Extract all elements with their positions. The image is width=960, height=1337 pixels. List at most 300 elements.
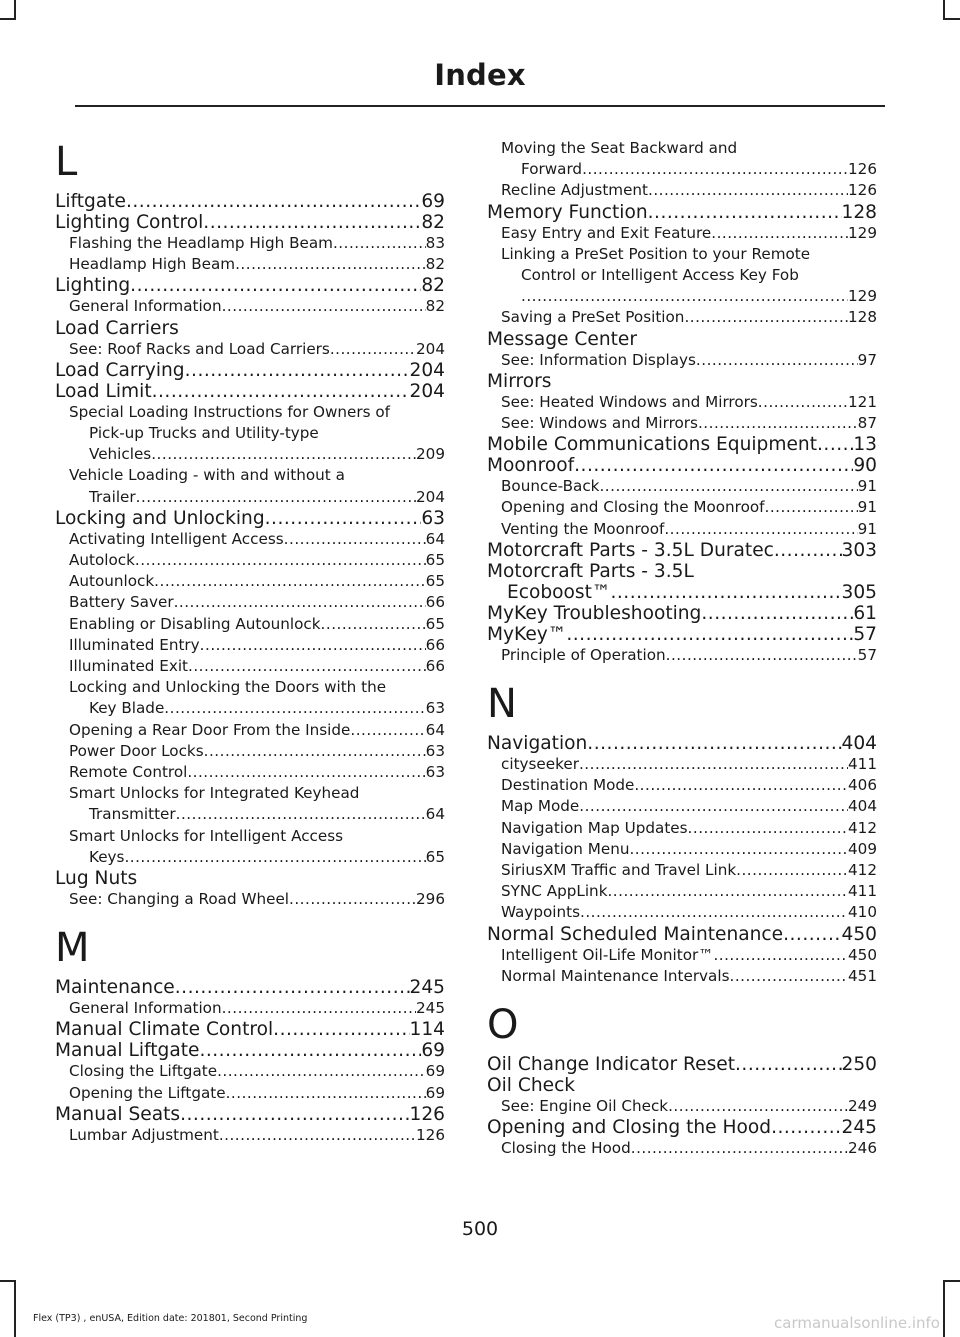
page-ref: 121 bbox=[848, 392, 877, 411]
index-subentry bbox=[487, 350, 877, 371]
entry-text: Illuminated Entry bbox=[69, 635, 200, 654]
index-entry bbox=[55, 977, 445, 998]
index-entry bbox=[487, 329, 877, 350]
dot-leader bbox=[579, 754, 848, 775]
dot-leader bbox=[136, 487, 416, 508]
dot-leader bbox=[289, 889, 416, 910]
page-ref: 204 bbox=[409, 380, 445, 402]
dot-leader bbox=[151, 444, 416, 465]
entry-text: Motorcraft Parts - 3.5L Duratec bbox=[487, 539, 774, 561]
dot-leader bbox=[187, 762, 425, 783]
entry-text: Navigation Map Updates bbox=[501, 818, 688, 837]
index-subentry bbox=[55, 1083, 445, 1104]
page-ref: 82 bbox=[421, 212, 445, 233]
dot-leader bbox=[521, 286, 848, 307]
page-ref: 451 bbox=[848, 966, 877, 985]
page-ref: 245 bbox=[416, 999, 445, 1018]
index-subentry bbox=[487, 645, 877, 666]
index-subentry bbox=[55, 656, 445, 677]
index-entry bbox=[487, 1075, 877, 1096]
page-number: 500 bbox=[461, 1218, 499, 1240]
entry-text: MyKey™ bbox=[487, 623, 567, 645]
entry-text: Normal Maintenance Intervals bbox=[501, 966, 730, 985]
page-ref: 410 bbox=[848, 903, 877, 922]
dot-leader bbox=[126, 191, 421, 212]
dot-leader bbox=[580, 902, 848, 923]
entry-text: Trailer bbox=[89, 487, 136, 506]
page-ref: 411 bbox=[848, 882, 877, 901]
entry-text: Liftgate bbox=[55, 191, 126, 212]
dot-leader bbox=[631, 1138, 848, 1159]
page-ref: 65 bbox=[425, 572, 445, 591]
index-entry bbox=[55, 508, 445, 529]
index-subentry bbox=[487, 796, 877, 817]
dot-leader bbox=[610, 582, 841, 603]
index-subentry bbox=[487, 223, 877, 244]
entry-text: Ecoboost™ bbox=[507, 581, 611, 603]
dot-leader bbox=[758, 392, 848, 413]
entry-text: Closing the Liftgate bbox=[69, 1062, 218, 1081]
entry-text: Principle of Operation bbox=[501, 645, 666, 664]
page-ref: 69 bbox=[421, 1040, 445, 1062]
dot-leader bbox=[265, 508, 422, 529]
crop-mark bbox=[0, 1280, 16, 1282]
index-subentry bbox=[55, 592, 445, 613]
entry-text: Opening and Closing the Moonroof bbox=[501, 498, 765, 517]
entry-text: Lighting bbox=[55, 275, 131, 297]
section-letter: N bbox=[487, 681, 517, 728]
entry-text: Opening the Liftgate bbox=[69, 1083, 226, 1102]
page-ref: 91 bbox=[857, 498, 877, 517]
entry-text: Mobile Communications Equipment bbox=[487, 434, 817, 456]
index-subentry bbox=[487, 945, 877, 966]
page-ref: 69 bbox=[425, 1083, 445, 1102]
entry-text: Memory Function bbox=[487, 201, 648, 223]
page-ref: 450 bbox=[841, 923, 877, 945]
entry-text: Vehicles bbox=[89, 445, 152, 464]
dot-leader bbox=[607, 881, 848, 902]
dot-leader bbox=[711, 223, 848, 244]
entry-text: Map Mode bbox=[501, 797, 580, 816]
index-subentry bbox=[55, 487, 445, 508]
entry-text: Headlamp High Beam bbox=[69, 255, 236, 274]
dot-leader bbox=[130, 275, 421, 296]
index-subentry bbox=[487, 1096, 877, 1117]
index-entry bbox=[55, 1104, 445, 1125]
index-subentry bbox=[487, 476, 877, 497]
page-ref: 64 bbox=[425, 529, 445, 548]
subentry-line: Linking a PreSet Position to your Remote bbox=[501, 244, 811, 263]
page-ref: 128 bbox=[848, 308, 877, 327]
section-letter: L bbox=[55, 139, 78, 185]
index-entry bbox=[487, 582, 877, 603]
index-column-left bbox=[55, 138, 445, 1146]
dot-leader bbox=[774, 540, 842, 561]
entry-text: See: Roof Racks and Load Carriers bbox=[69, 339, 330, 358]
page-ref: 64 bbox=[425, 805, 445, 824]
index-entry bbox=[55, 275, 445, 296]
page-ref: 303 bbox=[841, 539, 877, 561]
page-ref: 128 bbox=[841, 201, 877, 223]
entry-text: Intelligent Oil-Life Monitor™ bbox=[501, 945, 714, 964]
dot-leader bbox=[180, 1104, 409, 1125]
page-ref: 69 bbox=[421, 191, 445, 212]
entry-text: Maintenance bbox=[55, 977, 175, 999]
dot-leader bbox=[599, 476, 857, 497]
entry-text: Opening and Closing the Hood bbox=[487, 1117, 772, 1139]
entry-text: Navigation bbox=[487, 733, 588, 755]
entry-text: Remote Control bbox=[69, 763, 188, 782]
crop-mark bbox=[943, 18, 960, 20]
dot-leader bbox=[333, 233, 426, 254]
subentry-line: Smart Unlocks for Intelligent Access bbox=[69, 826, 344, 845]
entry-text: Waypoints bbox=[501, 903, 580, 922]
dot-leader bbox=[783, 924, 841, 945]
entry-text: Power Door Locks bbox=[69, 741, 204, 760]
dot-leader bbox=[582, 159, 848, 180]
index-entry bbox=[487, 1054, 877, 1075]
entry-text: Lighting Control bbox=[55, 212, 204, 233]
dot-leader bbox=[574, 455, 853, 476]
index-entry bbox=[55, 318, 445, 339]
index-entry bbox=[487, 624, 877, 645]
index-subentry bbox=[487, 902, 877, 923]
index-subentry bbox=[55, 720, 445, 741]
entry-text: See: Changing a Road Wheel bbox=[69, 890, 290, 909]
dot-leader bbox=[566, 624, 853, 645]
index-entry bbox=[55, 381, 445, 402]
dot-leader bbox=[164, 698, 425, 719]
footer-edition-text: Flex (TP3) , enUSA, Edition date: 201801, Second Printing bbox=[33, 1313, 308, 1324]
dot-leader bbox=[124, 847, 425, 868]
entry-text: Saving a PreSet Position bbox=[501, 308, 685, 327]
page-title: Index bbox=[434, 58, 526, 92]
index-entry bbox=[55, 191, 445, 212]
page-ref: 406 bbox=[848, 776, 877, 795]
page-ref: 64 bbox=[425, 720, 445, 739]
page-ref: 63 bbox=[425, 763, 445, 782]
page-ref: 126 bbox=[848, 181, 877, 200]
page-ref: 245 bbox=[409, 977, 445, 999]
entry-text: Normal Scheduled Maintenance bbox=[487, 923, 784, 945]
entry-text: Oil Change Indicator Reset bbox=[487, 1054, 735, 1076]
index-entry bbox=[55, 1019, 445, 1040]
page-ref: 63 bbox=[425, 741, 445, 760]
dot-leader bbox=[648, 180, 848, 201]
index-subentry bbox=[55, 296, 445, 317]
page-ref: 412 bbox=[848, 861, 877, 880]
index-entry bbox=[487, 1117, 877, 1138]
dot-leader bbox=[235, 254, 426, 275]
entry-text: Bounce-Back bbox=[501, 477, 600, 496]
index-subentry bbox=[55, 614, 445, 635]
crop-mark bbox=[0, 18, 16, 20]
index-subentry bbox=[55, 889, 445, 910]
index-subentry bbox=[487, 180, 877, 201]
index-subentry bbox=[487, 775, 877, 796]
index-subentry bbox=[55, 635, 445, 656]
dot-leader bbox=[199, 1040, 421, 1061]
dot-leader bbox=[176, 804, 426, 825]
page-ref: 66 bbox=[425, 635, 445, 654]
entry-text: Autolock bbox=[69, 551, 135, 570]
entry-text: Recline Adjustment bbox=[501, 181, 648, 200]
entry-text: Opening a Rear Door From the Inside bbox=[69, 720, 351, 739]
dot-leader bbox=[185, 360, 410, 381]
subentry-line: Pick-up Trucks and Utility-type bbox=[89, 424, 319, 443]
entry-text: See: Heated Windows and Mirrors bbox=[501, 392, 758, 411]
page-ref: 87 bbox=[857, 414, 877, 433]
entry-text: Manual Seats bbox=[55, 1103, 181, 1125]
index-subentry bbox=[55, 529, 445, 550]
header-rule bbox=[75, 105, 885, 107]
entry-text: Locking and Unlocking bbox=[55, 507, 265, 529]
index-subentry bbox=[55, 804, 445, 825]
dot-leader bbox=[152, 381, 410, 402]
page-ref: 90 bbox=[853, 455, 877, 477]
dot-leader bbox=[200, 635, 426, 656]
index-subentry bbox=[55, 571, 445, 592]
index-subentry bbox=[55, 1061, 445, 1082]
subentry-line: Moving the Seat Backward and bbox=[501, 139, 738, 157]
entry-text: Moonroof bbox=[487, 455, 575, 477]
dot-leader bbox=[696, 350, 858, 371]
subentry-line: Locking and Unlocking the Doors with the bbox=[69, 678, 387, 697]
entry-text: Message Center bbox=[487, 328, 637, 350]
entry-text: Navigation Menu bbox=[501, 839, 630, 858]
page-ref: 66 bbox=[425, 657, 445, 676]
page-ref: 69 bbox=[425, 1062, 445, 1081]
dot-leader bbox=[730, 966, 849, 987]
entry-text: See: Engine Oil Check bbox=[501, 1097, 669, 1116]
index-subentry bbox=[55, 698, 445, 719]
page-ref: 411 bbox=[848, 755, 877, 774]
entry-text: Flashing the Headlamp High Beam bbox=[69, 234, 333, 252]
page-ref: 129 bbox=[848, 223, 877, 242]
page-ref: 57 bbox=[853, 623, 877, 645]
dot-leader bbox=[817, 434, 853, 455]
entry-text: cityseeker bbox=[501, 755, 579, 774]
index-entry bbox=[487, 371, 877, 392]
dot-leader bbox=[713, 945, 848, 966]
entry-text: SiriusXM Traffic and Travel Link bbox=[501, 861, 737, 880]
entry-text: Key Blade bbox=[89, 699, 165, 718]
index-entry bbox=[487, 733, 877, 754]
index-entry bbox=[487, 540, 877, 561]
page-ref: 114 bbox=[409, 1019, 445, 1041]
page-ref: 83 bbox=[425, 234, 445, 252]
entry-text: General Information bbox=[69, 999, 222, 1018]
dot-leader bbox=[668, 1096, 848, 1117]
crop-mark bbox=[14, 1280, 16, 1337]
dot-leader bbox=[203, 212, 421, 233]
index-subentry bbox=[487, 413, 877, 434]
page-ref: 246 bbox=[848, 1139, 877, 1158]
page-ref: 66 bbox=[425, 593, 445, 612]
entry-text: Venting the Moonroof bbox=[501, 519, 665, 538]
page-ref: 65 bbox=[425, 847, 445, 866]
entry-text: Activating Intelligent Access bbox=[69, 529, 284, 548]
dot-leader bbox=[154, 571, 426, 592]
page-ref: 97 bbox=[857, 350, 877, 369]
entry-text: Manual Liftgate bbox=[55, 1040, 200, 1062]
watermark: carmanualsonline.info bbox=[774, 1314, 940, 1332]
dot-leader bbox=[736, 860, 848, 881]
index-subentry bbox=[487, 860, 877, 881]
dot-leader bbox=[188, 656, 426, 677]
section-letter: M bbox=[55, 925, 90, 972]
dot-leader bbox=[634, 775, 848, 796]
entry-text: General Information bbox=[69, 297, 222, 316]
entry-text: Forward bbox=[521, 160, 583, 179]
index-subentry bbox=[487, 307, 877, 328]
page-ref: 63 bbox=[421, 507, 445, 529]
index-subentry bbox=[55, 998, 445, 1019]
entry-text: Oil Check bbox=[487, 1075, 576, 1097]
subentry-line: Special Loading Instructions for Owners of bbox=[69, 402, 390, 421]
subentry-line: Vehicle Loading - with and without a bbox=[69, 466, 345, 485]
dot-leader bbox=[664, 519, 857, 540]
index-subentry bbox=[55, 741, 445, 762]
entry-text: Load Carriers bbox=[55, 317, 179, 339]
index-subentry bbox=[55, 762, 445, 783]
index-entry bbox=[55, 868, 445, 889]
entry-text: Autounlock bbox=[69, 572, 155, 591]
entry-text: Enabling or Disabling Autounlock bbox=[69, 614, 321, 633]
index-subentry bbox=[55, 550, 445, 571]
page-ref: 129 bbox=[848, 287, 877, 306]
page-ref: 82 bbox=[421, 275, 445, 297]
page-ref: 409 bbox=[848, 839, 877, 858]
page-ref: 305 bbox=[841, 581, 877, 603]
crop-mark bbox=[943, 1280, 945, 1337]
entry-text: SYNC AppLink bbox=[501, 882, 608, 901]
dot-leader bbox=[350, 720, 425, 741]
index-entry bbox=[55, 212, 445, 233]
index-subentry bbox=[487, 839, 877, 860]
dot-leader bbox=[587, 733, 841, 754]
dot-leader bbox=[698, 413, 858, 434]
page-ref: 126 bbox=[416, 1125, 445, 1144]
dot-leader bbox=[735, 1054, 842, 1075]
entry-text: Illuminated Exit bbox=[69, 657, 189, 676]
dot-leader bbox=[217, 1061, 426, 1082]
index-entry bbox=[55, 1040, 445, 1061]
page-ref: 91 bbox=[857, 519, 877, 538]
page-ref: 412 bbox=[848, 818, 877, 837]
page-ref: 13 bbox=[853, 434, 877, 456]
entry-text: Battery Saver bbox=[69, 593, 174, 612]
index-entry bbox=[487, 924, 877, 945]
index-entry bbox=[487, 434, 877, 455]
page-ref: 204 bbox=[416, 339, 445, 358]
index-subentry bbox=[487, 497, 877, 518]
dot-leader bbox=[321, 614, 426, 635]
dot-leader bbox=[222, 296, 426, 317]
dot-leader bbox=[226, 1083, 426, 1104]
entry-text: MyKey Troubleshooting bbox=[487, 602, 702, 624]
index-subentry bbox=[487, 1138, 877, 1159]
index-column-right bbox=[487, 138, 877, 1159]
subentry-line: Control or Intelligent Access Key Fob bbox=[521, 266, 799, 285]
entry-text: Transmitter bbox=[89, 805, 176, 824]
dot-leader bbox=[204, 741, 426, 762]
index-subentry bbox=[487, 966, 877, 987]
dot-leader bbox=[135, 550, 426, 571]
entry-text: Keys bbox=[89, 847, 125, 866]
page-ref: 126 bbox=[409, 1103, 445, 1125]
index-subentry bbox=[487, 519, 877, 540]
dot-leader bbox=[666, 645, 858, 666]
index-subentry bbox=[487, 286, 877, 307]
subentry-line: Smart Unlocks for Integrated Keyhead bbox=[69, 784, 360, 803]
index-subentry bbox=[487, 754, 877, 775]
dot-leader bbox=[330, 339, 416, 360]
crop-mark bbox=[943, 0, 945, 20]
page-ref: 91 bbox=[857, 477, 877, 496]
page-ref: 404 bbox=[841, 733, 877, 755]
index-subentry bbox=[55, 233, 445, 254]
entry-text: Load Limit bbox=[55, 380, 152, 402]
index-subentry bbox=[487, 159, 877, 180]
dot-leader bbox=[688, 818, 848, 839]
crop-mark bbox=[14, 0, 16, 20]
dot-leader bbox=[222, 998, 416, 1019]
entry-text: Destination Mode bbox=[501, 776, 635, 795]
page-ref: 245 bbox=[841, 1117, 877, 1139]
index-entry bbox=[487, 603, 877, 624]
entry-text: Closing the Hood bbox=[501, 1139, 631, 1158]
entry-text: See: Windows and Mirrors bbox=[501, 414, 698, 433]
index-subentry bbox=[487, 392, 877, 413]
entry-line: Motorcraft Parts - 3.5L bbox=[487, 560, 694, 582]
dot-leader bbox=[771, 1117, 841, 1138]
entry-text: See: Information Displays bbox=[501, 350, 696, 369]
page-ref: 82 bbox=[425, 297, 445, 316]
dot-leader bbox=[174, 592, 426, 613]
index-subentry bbox=[55, 339, 445, 360]
page-ref: 404 bbox=[848, 797, 877, 816]
entry-text: Load Carrying bbox=[55, 359, 185, 381]
page-ref: 61 bbox=[853, 602, 877, 624]
index-subentry bbox=[487, 881, 877, 902]
page-ref: 65 bbox=[425, 551, 445, 570]
entry-text: Mirrors bbox=[487, 370, 552, 392]
index-entry bbox=[55, 360, 445, 381]
index-subentry bbox=[487, 818, 877, 839]
page-ref: 209 bbox=[416, 445, 445, 464]
dot-leader bbox=[273, 1019, 409, 1040]
dot-leader bbox=[765, 497, 858, 518]
section-letter: O bbox=[487, 1002, 519, 1049]
dot-leader bbox=[648, 202, 842, 223]
dot-leader bbox=[629, 839, 848, 860]
dot-leader bbox=[579, 796, 848, 817]
index-subentry bbox=[55, 847, 445, 868]
index-subentry bbox=[55, 444, 445, 465]
page-ref: 450 bbox=[848, 945, 877, 964]
page-ref: 249 bbox=[848, 1097, 877, 1116]
crop-mark bbox=[943, 1280, 960, 1282]
page-ref: 63 bbox=[425, 699, 445, 718]
dot-leader bbox=[219, 1125, 416, 1146]
index-entry bbox=[487, 455, 877, 476]
page-ref: 82 bbox=[425, 255, 445, 274]
page-ref: 65 bbox=[425, 614, 445, 633]
entry-text: Manual Climate Control bbox=[55, 1019, 274, 1041]
page-ref: 204 bbox=[416, 487, 445, 506]
page-ref: 204 bbox=[409, 359, 445, 381]
